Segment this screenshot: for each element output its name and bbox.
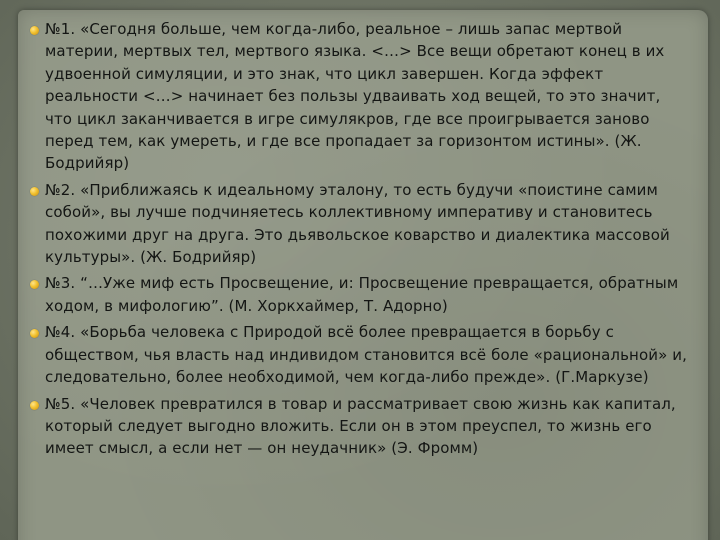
quote-item-1 <box>30 18 690 175</box>
quote-item-2 <box>30 179 690 269</box>
slide-content <box>30 18 690 464</box>
quote-text-1: №1. «Сегодня больше, чем когда-либо, реальное – лишь запас мертвой материи, мертвых тел, мертвого языка. <…> Все вещи обретают конец в их удвоенной симуляции, и это знак, что цикл завершен. Когда эффект реальности <…> начинает без пользы удваивать ход вещей, то это значит, что цикл заканчивается в игре симулякров, где все проигрывается заново перед тем, как умереть, и где все пропадает за горизонтом истины». (Ж. Бодрийяр) <box>45 20 665 173</box>
quote-item-5 <box>30 393 690 460</box>
bullet-dot-icon <box>30 26 39 35</box>
quote-text-4: №4. «Борьба человека с Природой всё более превращается в борьбу с обществом, чья власть над индивидом становится всё боле «рациональной» и, следовательно, более необходимой, чем когда-либо прежде». (Г.Маркузе) <box>45 323 687 387</box>
quote-list <box>30 18 690 460</box>
quote-text-5: №5. «Человек превратился в товар и рассматривает свою жизнь как капитал, который следует выгодно вложить. Если он в этом преуспел, то жизнь его имеет смысл, а если нет — он неудачник» (Э. Фромм) <box>45 394 676 458</box>
quote-text-2: №2. «Приближаясь к идеальному эталону, то есть будучи «поистине самим собой», вы лучше подчиняетесь коллективному императиву и становитесь похожими друг на друга. Это дьявольское коварство и диалектика массовой культуры». (Ж. Бодрийяр) <box>45 180 670 267</box>
quote-item-3 <box>30 272 690 317</box>
quote-item-4 <box>30 321 690 388</box>
bullet-dot-icon <box>30 329 39 338</box>
bullet-dot-icon <box>30 280 39 289</box>
quote-text-3: №3. “…Уже миф есть Просвещение, и: Просвещение превращается, обратным ходом, в мифологию”. (М. Хоркхаймер, Т. Адорно) <box>45 274 679 315</box>
bullet-dot-icon <box>30 187 39 196</box>
bullet-dot-icon <box>30 401 39 410</box>
